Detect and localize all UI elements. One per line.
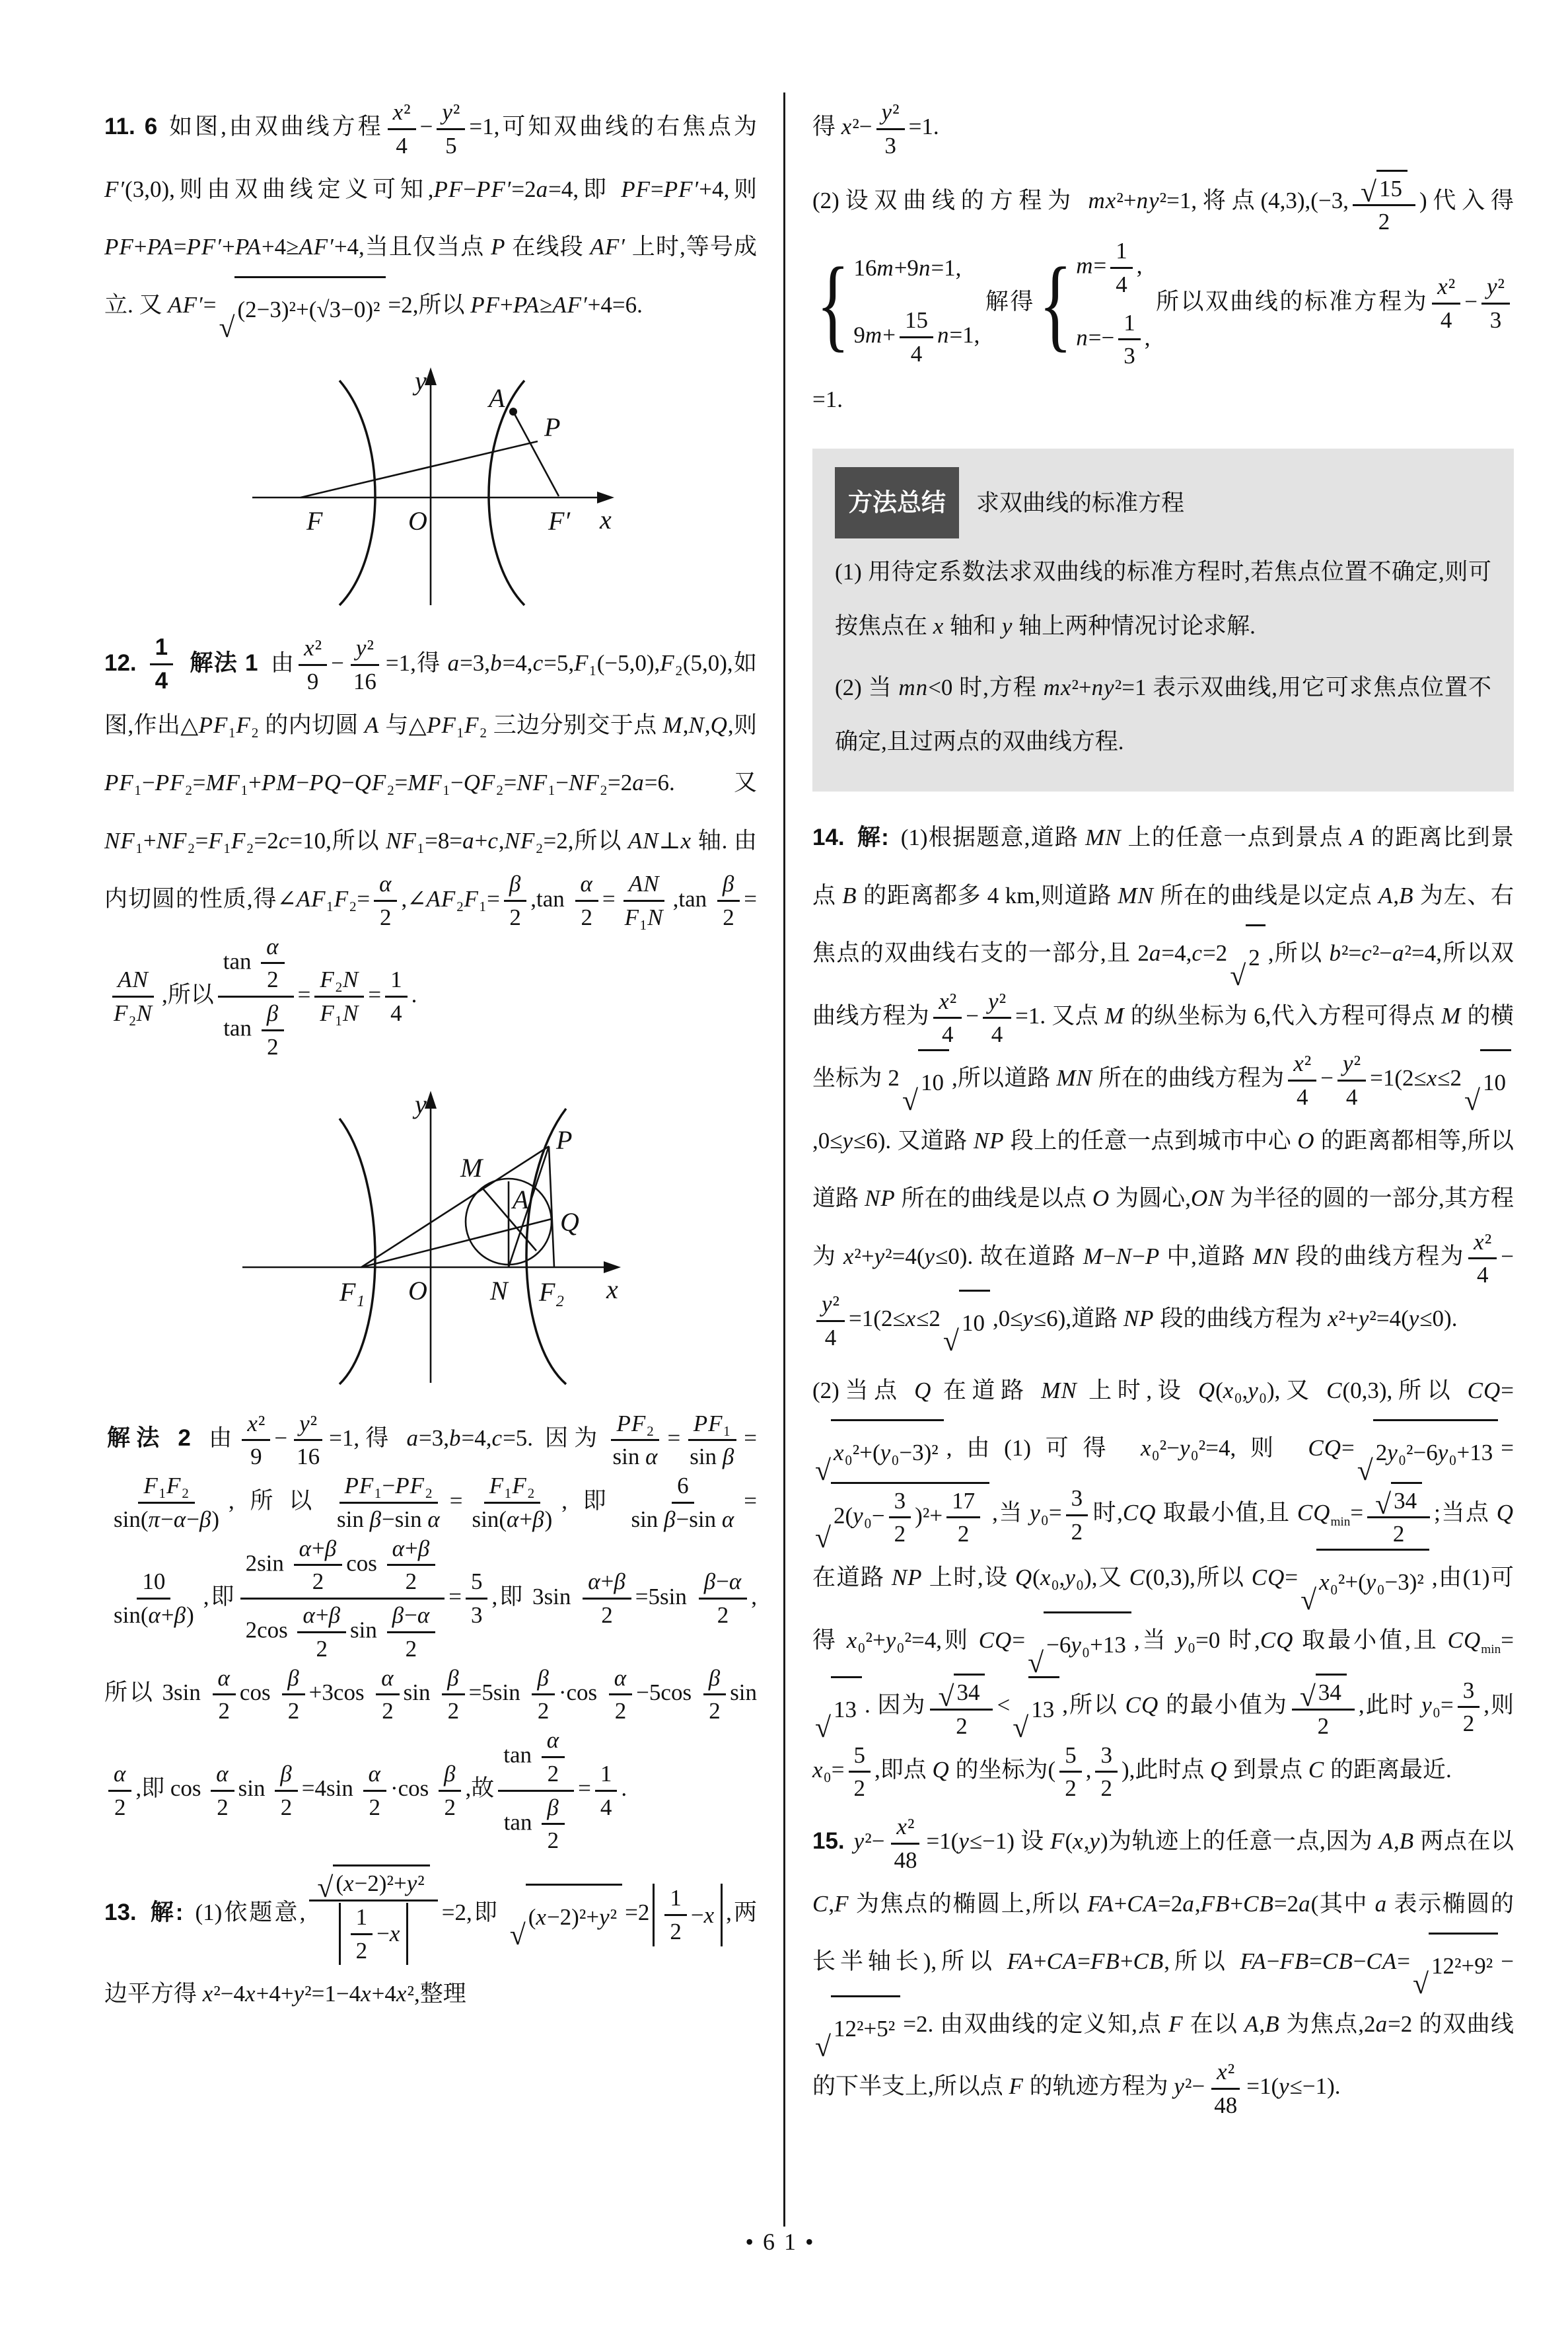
x-axis-arrow-icon bbox=[604, 1261, 621, 1273]
problem-11-solution: 如图,由双曲线方程 $\frac{\text{x²}}{4}$ − $\frac{\text{y²}}{5}$ =1,可知双曲线的右焦点为 F′(3,0),则由双曲线定义可知,PF−PF′=2a=4,即 PF=PF′+4,则 PF+PA=PF′+PA+4≥AF′+4,当且仅当点 P 在线段 AF′ 上时,等号成立. 又 AF′= √ (2−3)²+(√3−0)² =2,所以 PF+PA≥AF′+4=6. bbox=[104, 99, 757, 344]
column-divider bbox=[783, 92, 785, 2227]
label-P: P bbox=[556, 1125, 573, 1155]
method-summary-tag: 方法总结 bbox=[835, 467, 959, 539]
label-F-prime: F′ bbox=[548, 506, 571, 536]
footer-left-dot: • bbox=[745, 2229, 763, 2255]
problem-14-number: 14. bbox=[812, 825, 845, 850]
method-summary-header bbox=[835, 467, 1491, 539]
problem-11 bbox=[104, 98, 757, 344]
problem-14-solve-label: 解: bbox=[856, 825, 889, 850]
label-y: y bbox=[415, 366, 427, 396]
problem-15-solution: y²− $\frac{\text{x²}}{48}$ =1(y≤−1) 设 F(x,y)为轨迹上的任意一点,因为 A,B 两点在以 C,F 为焦点的椭圆上,所以 FA+CA=2a,FB+CB=2a(其中 a 表示椭圆的长半轴长),所以 FA+CA=FB+CB,所以 FA−FB=CB−CA= √ 12²+9² − √ 12²+5² =2. 由双曲线的定义知,点 F 在以 A,B 为焦点,2a=2 的双曲线的下半支上,所以点 F 的轨迹方程为 y²− $\frac{\text{x²}}{48}$ =1(y≤−1). bbox=[812, 1814, 1514, 2118]
problem-13-solution: (1)依题意, √ (x−2)²+y² $\frac{1}{2}$ − x =2,即 √ (x−2)²+y² =2 $\frac{1}{2}$ − x ,两边平方得 x²−4x+4+y²=1−4x+4x²,整理 bbox=[104, 1900, 757, 2007]
footer-page-number: 61 bbox=[763, 2229, 805, 2255]
label-N: N bbox=[490, 1275, 508, 1306]
x-axis-arrow-icon bbox=[597, 492, 614, 503]
label-P: P bbox=[544, 412, 561, 442]
label-O: O bbox=[408, 1275, 427, 1306]
problem-15-number: 15. bbox=[812, 1828, 845, 1855]
label-F1: F₁ bbox=[339, 1276, 365, 1307]
problem-14-part1-text: (1)根据题意,道路 MN 上的任意一点到景点 A 的距离比到景点 B 的距离都多 4 km,则道路 MN 所在的曲线是以定点 A,B 为左、右焦点的双曲线右支的一部分,且 2a=4,c=2 √ 2 ,所以 b²=c²−a²=4,所以双曲线方程为 $\frac{\text{x²}}{4}$ − $\frac{\text{y²}}{4}$ =1. 又点 M 的纵坐标为 6,代入方程可得点 M 的横坐标为 2 √ 10 ,所以道路 MN 所在的曲线方程为 $\frac{\text{x²}}{4}$ − $\frac{\text{y²}}{4}$ =1(2≤x≤2 √ 10 ,0≤y≤6). 又道路 NP 段上的任意一点到城市中心 O 的距离都相等,所以道路 NP 所在的曲线是以点 O 为圆心,ON 为半径的圆的一部分,其方程为 x²+y²=4(y≤0). 故在道路 M−N−P 中,道路 MN 段的曲线方程为 $\frac{\text{x²}}{4}$ − $\frac{\text{y²}}{4}$ =1(2≤x≤2 √ 10 ,0≤y≤6),道路 NP 段的曲线方程为 x²+y²=4(y≤0). bbox=[812, 825, 1515, 1358]
method-item-2: (2) 当 mn<0 时,方程 mx²+ny²=1 表示双曲线,用它可求焦点位置不确定,且过两点的双曲线方程. bbox=[835, 674, 1492, 755]
left-column bbox=[104, 98, 757, 2032]
method-summary-title: 求双曲线的标准方程 bbox=[976, 490, 1185, 516]
problem-13 bbox=[104, 1864, 757, 2023]
hyperbola-diagram-2 bbox=[226, 1079, 635, 1389]
problem-11-answer: 6 bbox=[144, 114, 158, 140]
solution-2-label: 解法 2 bbox=[107, 1425, 191, 1451]
problem-14-part2 bbox=[812, 1362, 1514, 1804]
label-A: A bbox=[513, 1184, 529, 1214]
problem-11-number: 11. bbox=[104, 114, 135, 140]
solution-2 bbox=[104, 1409, 757, 1856]
page-number bbox=[0, 2228, 1568, 2256]
label-O: O bbox=[408, 506, 427, 536]
problem-13-continued bbox=[812, 98, 1514, 161]
label-y: y bbox=[415, 1089, 427, 1119]
problem-12-solution: 由 $\frac{\text{x²}}{9}$ − $\frac{\text{y²}}{16}$ =1,得 a=3,b=4,c=5,F₁(−5,0),F₂(5,0),如图,作出△PF₁F₂ 的内切圆 A 与△PF₁F₂ 三边分别交于点 M,N,Q,则 PF₁−PF₂=MF₁+PM−PQ−QF₂=MF₁−QF₂=NF₁−NF₂=2a=6. 又 NF₁+NF₂=F₁F₂=2c=10,所以 NF₁=8=a+c,NF₂=2,所以 AN⊥x 轴. 由内切圆的性质,得∠AF₁F₂= $\frac{\alpha}{2}$ ,∠AF₂F₁= $\frac{\beta}{2}$ ,tan $\frac{\alpha}{2}$ = $\frac{AN}{\text{F₁N}}$ ,tan $\frac{\beta}{2}$ = $\frac{AN}{\text{F₂N}}$ ,所以 tan $\frac{\alpha}{2}$ tan $\frac{\beta}{2}$ = $\frac{\text{F₂N}}{\text{F₁N}}$ = $\frac{1}{4}$ . bbox=[104, 635, 758, 1060]
problem-12 bbox=[104, 633, 757, 1062]
hyperbola-left-branch bbox=[339, 381, 375, 605]
problem-15 bbox=[812, 1812, 1514, 2120]
problem-14-part1 bbox=[812, 809, 1515, 1358]
label-A: A bbox=[489, 383, 505, 413]
label-F: F bbox=[306, 506, 323, 536]
label-x: x bbox=[606, 1274, 618, 1304]
problem-14-part2-text: (2)当点 Q 在道路 MN 上时,设 Q(x₀,y₀),又 C(0,3),所以 CQ= √ x₀²+(y₀−3)² ,由(1)可得 x₀²−y₀²=4,则 CQ= √ 2y₀²−6y₀+13 = √ 2(y₀− $\frac{3}{2}$ )²+ $\frac{17}{2}$ ,当 y₀= $\frac{3}{2}$ 时,CQ 取最小值,且 $CQ_{min}=$ √ 34 2 ;当点 Q 在道路 NP 上时,设 Q(x₀,y₀),又 C(0,3),所以 CQ= √ x₀²+(y₀−3)² ,由(1)可得 x₀²+y₀²=4,则 CQ= √ −6y₀+13 ,当 y₀=0 时,CQ 取最小值,且 $CQ_{min}=$ √ 13 . 因为 √ 34 2 < √ 13 ,所以 CQ 的最小值为 √ 34 2 ,此时 y₀= $\frac{3}{2}$ ,则 x₀= $\frac{5}{2}$ ,即点 Q 的坐标为( $\frac{5}{2}$ , $\frac{3}{2}$ ),此时点 Q 到景点 C 的距离最近. bbox=[812, 1377, 1515, 1802]
label-F2: F₂ bbox=[539, 1276, 565, 1307]
problem-13-part2-text: (2)设双曲线的方程为 mx²+ny²=1,将点(4,3),(−3, √ 15 2 )代入得 { 16m+9n=1, 9m+ $\frac{15}{4}$ n=1, 解得 { m= $\frac{1}{4}$ , n=− $\frac{1}{3}$ , 所以双曲线的标准方程为 $\frac{\text{x²}}{4}$ − $\frac{\text{y²}}{3}$ =1. bbox=[812, 188, 1514, 412]
figure-hyperbola-1 bbox=[104, 355, 757, 613]
hyperbola-right-branch bbox=[489, 381, 524, 605]
solution-2-text: 由 $\frac{\text{x²}}{9}$ − $\frac{\text{y²}}{16}$ =1,得 a=3,b=4,c=5. 因为 $\frac{\text{PF₂}}{\text{sin α}}$ = $\frac{\text{PF₁}}{\text{sin β}}$ = $\frac{\text{F₁F₂}}{\sin(\pi-\alpha-\beta)}$ ,所以 $\frac{\text{PF₁−PF₂}}{\text{sin β−sin α}}$ = $\frac{\text{F₁F₂}}{\sin(\alpha+\beta)}$ ,即 $\frac{6}{\text{sin β−sin α}}$ = $\frac{10}{\sin(\alpha+\beta)}$ ,即 2sin $\frac{\alpha+\beta}{2}$ cos $\frac{\alpha+\beta}{2}$ 2cos $\frac{\alpha+\beta}{2}$ sin $\frac{\beta-\alpha}{2}$ = $\frac{5}{3}$ ,即 3sin $\frac{\alpha+\beta}{2}$ =5sin $\frac{\beta-\alpha}{2}$ ,所以 3sin $\frac{\alpha}{2}$ cos $\frac{\beta}{2}$ +3cos $\frac{\alpha}{2}$ sin $\frac{\beta}{2}$ =5sin $\frac{\beta}{2}$ ·cos $\frac{\alpha}{2}$ −5cos $\frac{\beta}{2}$ sin $\frac{\alpha}{2}$ ,即 cos $\frac{\alpha}{2}$ sin $\frac{\beta}{2}$ =4sin $\frac{\alpha}{2}$ ·cos $\frac{\beta}{2}$ ,故 tan $\frac{\alpha}{2}$ tan $\frac{\beta}{2}$ = $\frac{1}{4}$ . bbox=[104, 1410, 758, 1854]
figure-hyperbola-2 bbox=[104, 1079, 757, 1389]
problem-13-result: 得 x²− $\frac{\text{y²}}{3}$ =1. bbox=[812, 99, 939, 159]
segment-F-P bbox=[301, 441, 538, 498]
problem-13-solve-label: 解: bbox=[148, 1900, 184, 1926]
problem-13-part2 bbox=[812, 170, 1514, 429]
label-x: x bbox=[600, 505, 612, 535]
solution-1-label: 解法 1 bbox=[189, 649, 258, 676]
method-summary-box bbox=[812, 449, 1514, 792]
problem-12-answer: $\frac{1}{4}$ bbox=[146, 650, 177, 676]
method-item-1: (1) 用待定系数法求双曲线的标准方程时,若焦点位置不确定,则可按焦点在 x 轴和 y 轴上两种情况讨论求解. bbox=[835, 559, 1491, 640]
point-A-dot bbox=[509, 408, 517, 416]
hyperbola-left-branch bbox=[339, 1119, 375, 1384]
hyperbola-diagram-1 bbox=[232, 355, 629, 613]
label-Q: Q bbox=[560, 1206, 579, 1237]
right-column bbox=[812, 98, 1514, 2129]
problem-13-number: 13. bbox=[104, 1900, 137, 1926]
problem-12-number: 12. bbox=[104, 649, 137, 676]
label-M: M bbox=[460, 1152, 483, 1183]
footer-right-dot: • bbox=[805, 2229, 823, 2255]
